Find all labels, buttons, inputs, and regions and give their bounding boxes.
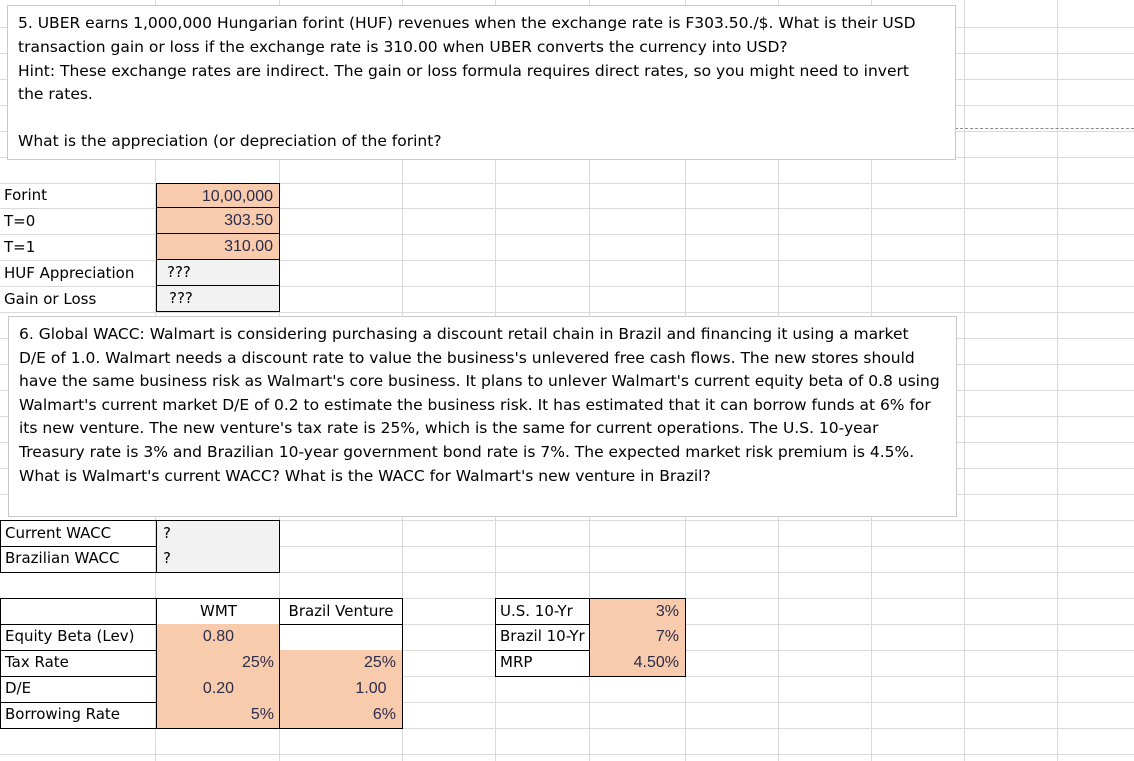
- borrowing-rate-label: Borrowing Rate: [0, 702, 157, 729]
- problem-5-line-5: What is the appreciation (or depreciation of the forint?: [18, 132, 442, 151]
- huf-appreciation-answer-cell[interactable]: ???: [156, 260, 280, 286]
- problem-5-textbox[interactable]: [7, 5, 956, 160]
- brazilian-wacc-answer-cell[interactable]: ?: [156, 546, 280, 573]
- problem-6-line-5: its new venture. The new venture's tax rate is 25%, which is the same for current operations. The U.S. 10-year: [19, 419, 879, 438]
- problem-6-line-3: have the same business risk as Walmart's core business. It plans to unlever Walmart's current equity beta of 0.8 using: [19, 372, 940, 391]
- borrowing-rate-wmt-cell[interactable]: 5%: [156, 702, 280, 729]
- page-break-line: [955, 128, 1134, 129]
- mrp-label: MRP: [495, 650, 590, 677]
- t1-rate-cell[interactable]: 310.00: [156, 234, 280, 260]
- problem-5-line-4: the rates.: [18, 85, 93, 104]
- tax-rate-brazil-cell[interactable]: 25%: [279, 650, 403, 677]
- problem-5-line-1: 5. UBER earns 1,000,000 Hungarian forint (HUF) revenues when the exchange rate is F303.50./$. What is their USD: [18, 14, 916, 32]
- forint-label: Forint: [4, 186, 47, 204]
- equity-beta-label: Equity Beta (Lev): [0, 624, 157, 651]
- brazil-10yr-cell[interactable]: 7%: [589, 624, 686, 651]
- problem-6-line-2: D/E of 1.0. Walmart needs a discount rate to value the business's unlevered free cash flows. The new stores should: [19, 348, 915, 367]
- us-10yr-label: U.S. 10-Yr: [495, 598, 590, 625]
- gain-or-loss-label: Gain or Loss: [4, 290, 97, 308]
- t1-label: T=1: [4, 238, 36, 256]
- tax-rate-wmt-cell[interactable]: 25%: [156, 650, 280, 677]
- t0-label: T=0: [4, 212, 36, 230]
- current-wacc-label: Current WACC: [0, 520, 157, 547]
- us-10yr-cell[interactable]: 3%: [589, 598, 686, 625]
- huf-appreciation-label: HUF Appreciation: [4, 264, 135, 282]
- equity-beta-wmt-cell[interactable]: 0.80: [156, 624, 280, 651]
- problem-5-line-2: transaction gain or loss if the exchange rate is 310.00 when UBER converts the currency into USD?: [18, 37, 788, 56]
- forint-amount-cell[interactable]: 10,00,000: [156, 183, 280, 208]
- equity-beta-brazil-cell[interactable]: [279, 624, 403, 651]
- gain-or-loss-answer-cell[interactable]: ???: [156, 286, 280, 312]
- current-wacc-answer-cell[interactable]: ?: [156, 520, 280, 547]
- problem-6-line-4: Walmart's current market D/E of 0.2 to estimate the business risk. It has estimated that it can borrow funds at 6% for: [19, 395, 931, 414]
- de-brazil-cell[interactable]: 1.00: [279, 676, 403, 703]
- t0-rate-cell[interactable]: 303.50: [156, 208, 280, 234]
- tax-rate-label: Tax Rate: [0, 650, 157, 677]
- problem-6-line-1: 6. Global WACC: Walmart is considering purchasing a discount retail chain in Brazil and financing it using a market: [19, 325, 909, 343]
- problem-5-line-3: Hint: These exchange rates are indirect. The gain or loss formula requires direct rates, so you might need to invert: [18, 61, 909, 80]
- problem-6-line-6: Treasury rate is 3% and Brazilian 10-year government bond rate is 7%. The expected market risk premium is 4.5%.: [19, 442, 915, 461]
- brazil-10yr-label: Brazil 10-Yr: [495, 624, 590, 651]
- inputs-header-wmt: WMT: [156, 598, 280, 625]
- inputs-header-brazil-venture: Brazil Venture: [279, 598, 403, 625]
- problem-6-line-7: What is Walmart's current WACC? What is the WACC for Walmart's new venture in Brazil?: [19, 466, 711, 485]
- mrp-cell[interactable]: 4.50%: [589, 650, 686, 677]
- borrowing-rate-brazil-cell[interactable]: 6%: [279, 702, 403, 729]
- inputs-header-blank: [0, 598, 157, 625]
- de-wmt-cell[interactable]: 0.20: [156, 676, 280, 703]
- problem-6-textbox[interactable]: [8, 316, 957, 517]
- de-label: D/E: [0, 676, 157, 703]
- brazilian-wacc-label: Brazilian WACC: [0, 546, 157, 573]
